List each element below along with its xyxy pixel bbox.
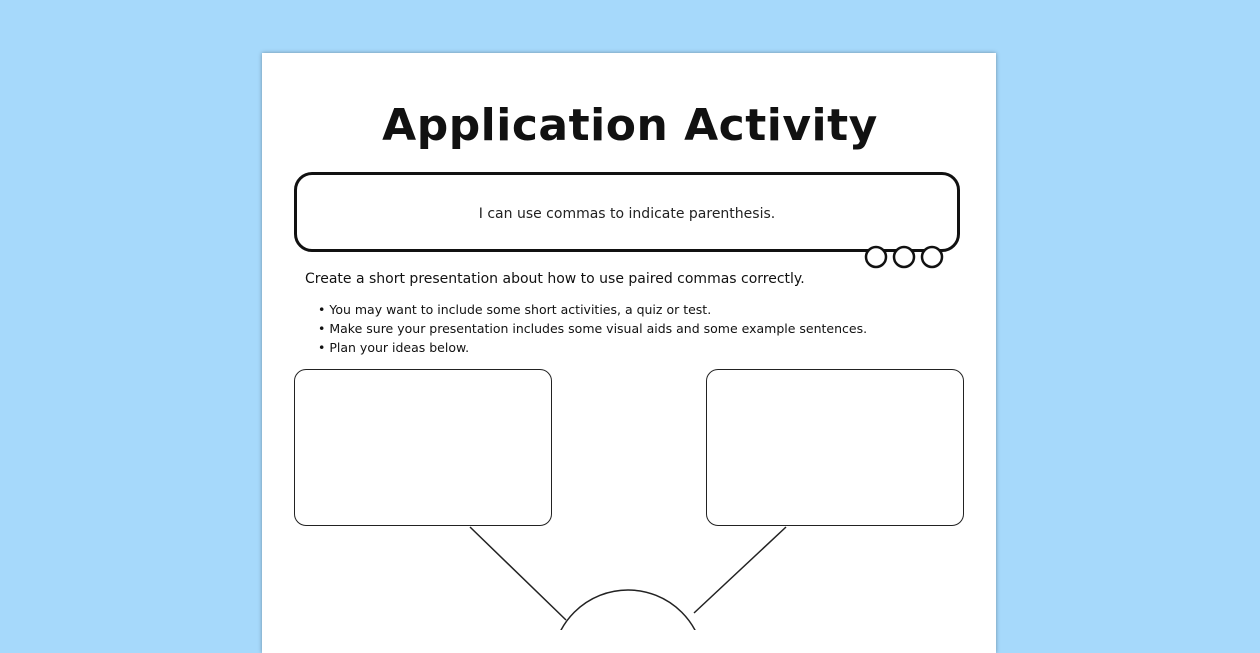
connector-line-right <box>694 527 786 613</box>
objective-text: I can use commas to indicate parenthesis. <box>478 206 776 222</box>
page-title: Application Activity <box>382 100 878 151</box>
connector-line-left <box>470 527 566 620</box>
instructions-intro: Create a short presentation about how to use paired commas correctly. <box>305 271 805 287</box>
list-item: • Plan your ideas below. <box>318 338 867 357</box>
list-item: • Make sure your presentation includes some visual aids and some example sentences. <box>318 319 867 338</box>
list-item: • You may want to include some short activities, a quiz or test. <box>318 300 867 319</box>
central-idea-circle <box>552 590 704 630</box>
